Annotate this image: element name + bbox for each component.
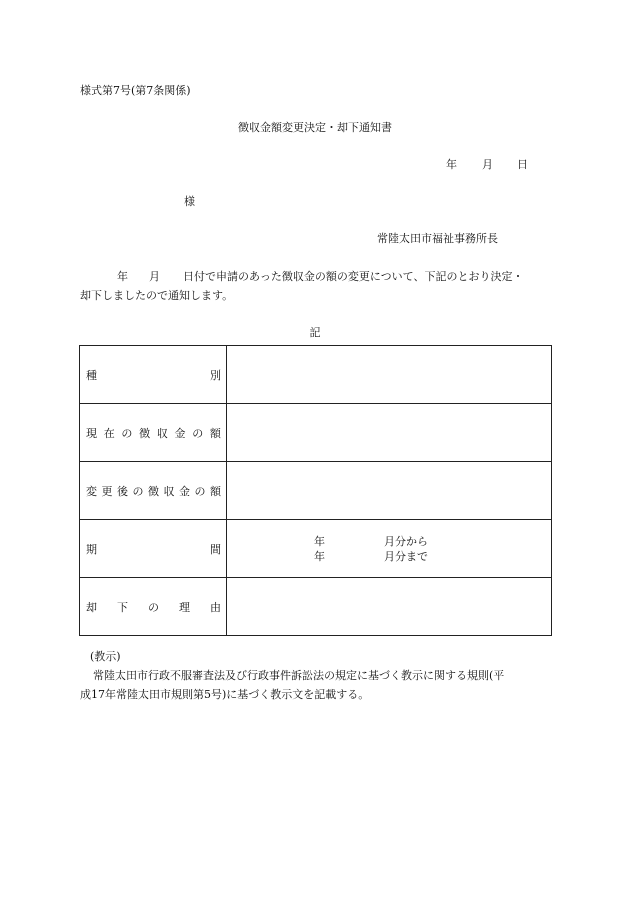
label-char: 却	[86, 600, 97, 614]
reason-label	[80, 599, 226, 615]
label-char: 由	[210, 600, 221, 614]
date-month-label: 月	[482, 158, 493, 171]
body-text-line-2: 却下しましたので通知します。	[80, 289, 234, 302]
label-char: の	[148, 600, 159, 614]
changed-amount-value-cell	[227, 462, 552, 520]
period-to-year: 年	[314, 549, 325, 563]
body-year-label: 年	[117, 270, 128, 283]
label-char: の	[192, 426, 204, 440]
body-text-line-1: 日付で申請のあった徴収金の額の変更について、下記のとおり決定・	[183, 270, 524, 283]
label-char: 収	[156, 426, 168, 440]
label-char: 金	[174, 426, 186, 440]
sender-name: 常陸太田市福祉事務所長	[377, 232, 498, 245]
notice-heading: (教示)	[90, 650, 121, 663]
notice-text-line-2: 成17年常陸太田市規則第5号)に基づく教示文を記載する。	[80, 688, 370, 701]
label-char: 額	[210, 484, 221, 498]
table-row-current-amount	[80, 404, 552, 462]
label-char: 下	[117, 600, 128, 614]
label-char: 後	[117, 484, 128, 498]
table-row-reason	[80, 578, 552, 636]
label-char: 間	[210, 542, 221, 556]
label-char: 収	[163, 484, 175, 498]
document-title: 徴収金額変更決定・却下通知書	[238, 121, 392, 134]
type-label-cell	[80, 346, 227, 404]
label-char: 金	[179, 484, 190, 498]
reason-value-cell	[227, 578, 552, 636]
date-year-label: 年	[446, 158, 457, 171]
label-char: 徴	[139, 426, 151, 440]
date-day-label: 日	[517, 158, 528, 171]
table-row-type	[80, 346, 552, 404]
reason-label-cell	[80, 578, 227, 636]
type-label	[80, 367, 226, 383]
current-amount-label-cell	[80, 404, 227, 462]
current-amount-label	[80, 425, 226, 441]
changed-amount-label	[80, 483, 226, 499]
record-heading: 記	[309, 326, 321, 339]
label-char: 在	[103, 426, 115, 440]
period-from-text: 月分から	[384, 534, 428, 548]
period-label-cell	[80, 520, 227, 578]
table-row-changed-amount	[80, 462, 552, 520]
recipient-honorific: 様	[184, 195, 195, 208]
body-month-label: 月	[149, 270, 160, 283]
table-row-period	[80, 520, 552, 578]
period-from-line	[314, 534, 551, 549]
form-number: 様式第7号(第7条関係)	[80, 84, 191, 97]
label-char: 種	[86, 368, 97, 382]
label-char: 期	[86, 542, 97, 556]
label-char: の	[194, 484, 206, 498]
label-char: の	[132, 484, 144, 498]
label-char: 徴	[148, 484, 159, 498]
notice-text-line-1: 常陸太田市行政不服審査法及び行政事件訴訟法の規定に基づく教示に関する規則(平	[93, 669, 505, 682]
label-char: 変	[86, 484, 97, 498]
form-table	[79, 345, 552, 636]
period-to-line	[314, 549, 551, 564]
current-amount-value-cell	[227, 404, 552, 462]
period-from-year: 年	[314, 534, 325, 548]
label-char: 別	[210, 368, 221, 382]
period-lines	[227, 534, 551, 564]
period-to-text: 月分まで	[384, 549, 428, 563]
period-value-cell	[227, 520, 552, 578]
label-char: の	[121, 426, 133, 440]
label-char: 額	[209, 426, 221, 440]
label-char: 理	[179, 600, 190, 614]
label-char: 現	[86, 426, 97, 440]
changed-amount-label-cell	[80, 462, 227, 520]
type-value-cell	[227, 346, 552, 404]
label-char: 更	[101, 484, 113, 498]
period-label	[80, 541, 226, 557]
